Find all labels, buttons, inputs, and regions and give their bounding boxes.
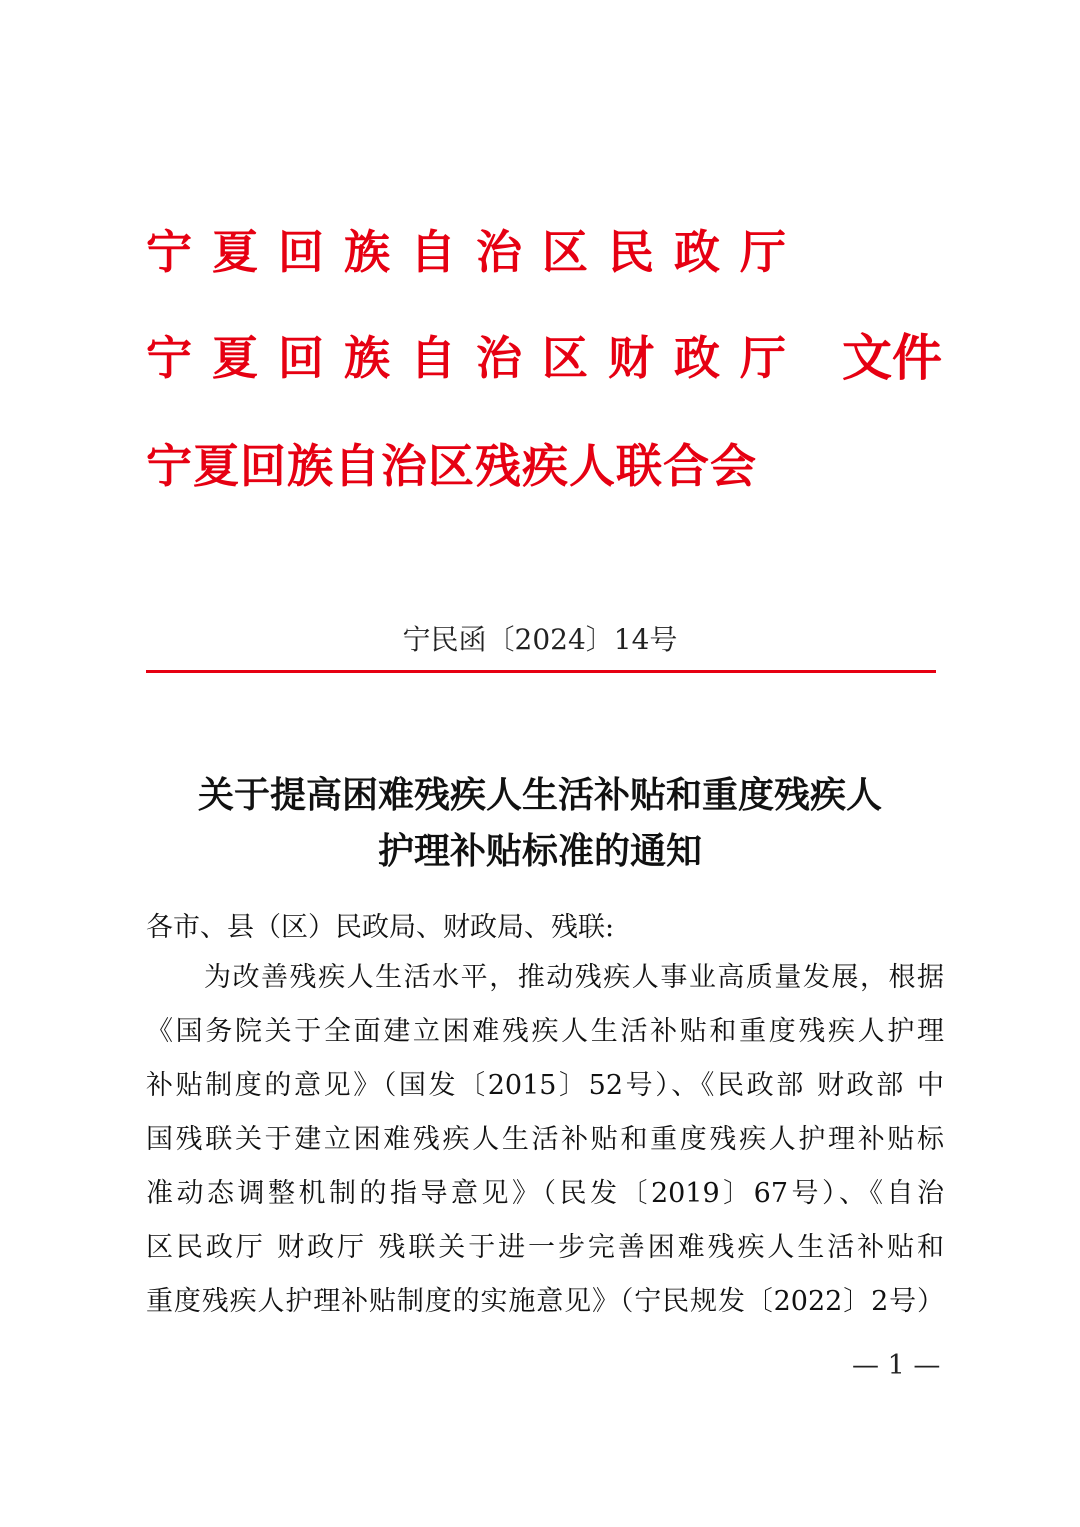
document-title [120, 768, 960, 880]
title-line-1: 关于提高困难残疾人生活补贴和重度残疾人 [197, 775, 882, 816]
body-line: 国残联关于建立困难残疾人生活补贴和重度残疾人护理补贴标 [146, 1124, 944, 1155]
body-line: 重度残疾人护理补贴制度的实施意见》（宁民规发〔2022〕2号） [146, 1286, 944, 1317]
page-number: — 1 — [852, 1350, 941, 1381]
issuer-disabled-persons-federation: 宁夏回族自治区残疾人联合会 [146, 439, 757, 493]
issuer-finance-department: 宁夏回族自治区财政厅 [146, 331, 806, 385]
body-line: 为改善残疾人生活水平，推动残疾人事业高质量发展，根据 [204, 962, 944, 993]
document-suffix: 文件 [842, 329, 942, 387]
red-divider [146, 670, 936, 673]
body-line: 区民政厅 财政厅 残联关于进一步完善困难残疾人生活补贴和 [146, 1232, 944, 1263]
salutation: 各市、县（区）民政局、财政局、残联: [146, 912, 615, 943]
issuer-ministry-civil-affairs: 宁夏回族自治区民政厅 [146, 225, 806, 279]
title-line-2: 护理补贴标准的通知 [377, 831, 702, 872]
body-line: 《国务院关于全面建立困难残疾人生活补贴和重度残疾人护理 [146, 1016, 944, 1047]
body-line: 补贴制度的意见》（国发〔2015〕52号）、《民政部 财政部 中 [146, 1070, 944, 1101]
body-line: 准动态调整机制的指导意见》（民发〔2019〕67号）、《自治 [146, 1178, 944, 1209]
document-number: 宁民函〔2024〕14号 [402, 623, 678, 656]
